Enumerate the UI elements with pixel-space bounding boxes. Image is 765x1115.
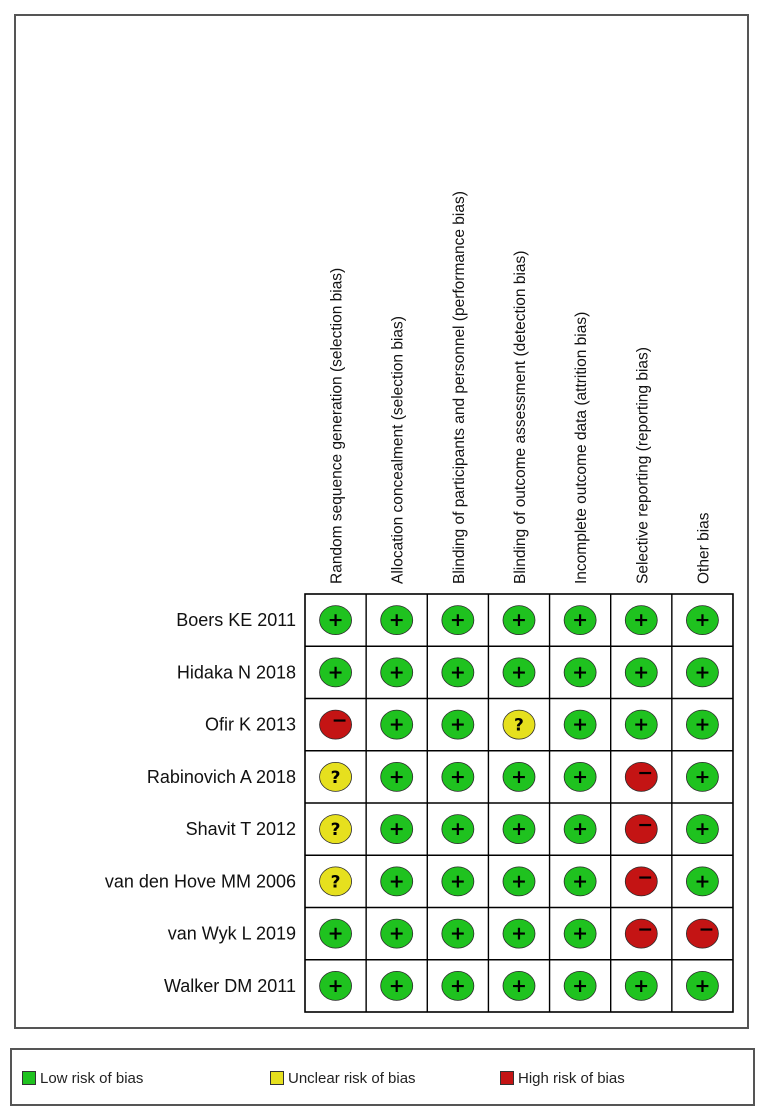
judgement-symbol: + [511,870,527,893]
judgement-symbol: ? [330,872,341,893]
judgement-symbol: + [633,713,650,736]
study-label: Walker DM 2011 [163,975,296,996]
judgement-symbol: + [633,661,650,684]
domain-label: Other bias [695,512,713,584]
judgement-symbol: − [637,814,654,837]
judgement-symbol: ? [330,820,341,841]
judgement-symbol: ? [514,715,524,736]
domain-label: Blinding of outcome assessment (detection bias) [511,250,529,584]
study-label: Hidaka N 2018 [176,662,296,683]
judgement-symbol: + [388,661,405,684]
judgement-symbol: + [449,870,466,893]
judgement-symbol: − [637,866,654,889]
judgement-symbol: + [633,974,650,997]
legend-label-high: High risk of bias [518,1069,625,1087]
judgement-symbol: + [572,870,589,893]
judgement-symbol: + [511,661,527,684]
legend-label-unclear: Unclear risk of bias [288,1069,416,1087]
domain-label: Selective reporting (reporting bias) [634,347,652,584]
judgement-symbol: + [388,818,405,841]
judgement-symbol: + [449,765,466,788]
judgement-symbol: − [637,918,654,941]
study-label: van den Hove MM 2006 [104,871,296,892]
study-label: Shavit T 2012 [185,819,296,840]
judgement-symbol: + [694,661,711,684]
legend-label-low: Low risk of bias [40,1069,144,1087]
judgement-symbol: + [388,713,405,736]
legend-swatch-low [22,1071,36,1085]
judgement-symbol: + [572,765,589,788]
judgement-symbol: + [327,609,344,632]
judgement-symbol: + [449,713,466,736]
judgement-symbol: + [449,609,466,632]
judgement-symbol: + [388,870,405,893]
judgement-symbol: + [572,713,589,736]
legend-swatch-high [500,1071,514,1085]
study-label: van Wyk L 2019 [167,923,296,944]
legend-item-low [22,1068,143,1088]
domain-label: Allocation concealment (selection bias) [389,316,407,584]
judgement-symbol: + [327,922,344,945]
judgement-symbol: + [449,661,466,684]
judgement-symbol: + [694,609,711,632]
judgement-symbol: ? [330,767,341,788]
judgement-symbol: + [633,609,650,632]
judgement-symbol: + [694,974,711,997]
judgement-symbol: − [331,709,348,732]
judgement-symbol: + [388,765,405,788]
judgement-symbol: + [572,974,589,997]
study-label: Ofir K 2013 [204,714,296,735]
judgement-symbol: + [572,609,589,632]
domain-label: Random sequence generation (selection bias) [328,267,346,584]
judgement-symbol: + [694,818,711,841]
judgement-symbol: − [637,761,654,784]
risk-of-bias-grid [16,16,747,1027]
study-label: Rabinovich A 2018 [146,766,296,787]
judgement-symbol: + [388,609,405,632]
judgement-symbol: + [388,974,405,997]
domain-label: Blinding of participants and personnel (performance bias) [450,191,468,584]
judgement-symbol: + [572,661,589,684]
legend-item-high [500,1068,625,1088]
judgement-symbol: + [449,974,466,997]
judgement-symbol: + [388,922,405,945]
judgement-symbol: + [694,870,711,893]
judgement-symbol: + [449,922,466,945]
judgement-symbol: + [511,818,527,841]
judgement-symbol: + [449,818,466,841]
judgement-symbol: + [694,713,711,736]
legend-item-unclear [270,1068,416,1088]
legend-swatch-unclear [270,1071,284,1085]
judgement-symbol: − [698,918,715,941]
risk-of-bias-figure [14,14,749,1029]
legend [10,1048,755,1106]
judgement-symbol: + [511,765,527,788]
judgement-symbol: + [511,974,527,997]
judgement-symbol: + [572,922,589,945]
study-label: Boers KE 2011 [176,610,296,631]
judgement-symbol: + [327,661,344,684]
judgement-symbol: + [572,818,589,841]
judgement-symbol: + [694,765,711,788]
domain-label: Incomplete outcome data (attrition bias) [573,311,591,584]
judgement-symbol: + [511,609,527,632]
judgement-symbol: + [511,922,527,945]
judgement-symbol: + [327,974,344,997]
